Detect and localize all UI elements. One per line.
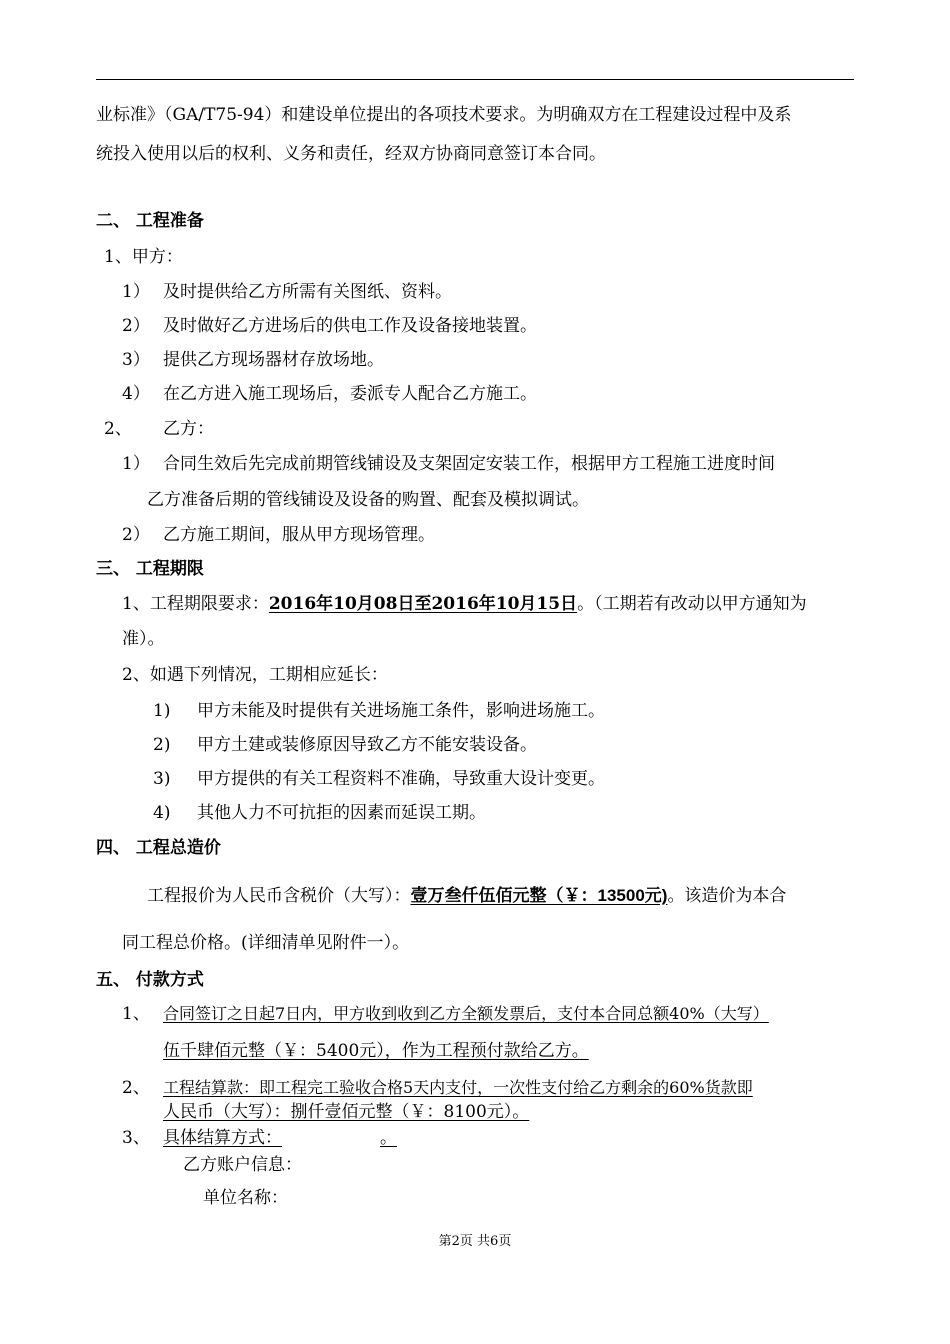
party-a-item-num: 3） <box>122 350 150 370</box>
settlement-end: 。 <box>380 1128 397 1148</box>
price-note: 。该造价为本合 <box>667 886 787 906</box>
period-requirement <box>122 593 807 615</box>
payment-item-num: 2、 <box>122 1078 150 1098</box>
party-b-item-line-2: 乙方准备后期的管线铺设及设备的购置、配套及模拟调试。 <box>147 490 589 510</box>
extension-item: 甲方提供的有关工程资料不准确，导致重大设计变更。 <box>197 769 605 789</box>
extension-item-num: 2) <box>153 735 171 755</box>
unit-name-label: 单位名称： <box>203 1188 288 1208</box>
section-2-title: 二、 工程准备 <box>96 211 204 231</box>
extension-item: 其他人力不可抗拒的因素而延误工期。 <box>197 803 486 823</box>
settlement-label: 具体结算方式： <box>163 1128 282 1148</box>
extension-item: 甲方土建或装修原因导致乙方不能安装设备。 <box>197 735 537 755</box>
intro-line-2: 统投入使用以后的权利、义务和责任，经双方协商同意签订本合同。 <box>96 144 606 164</box>
party-b-item: 乙方施工期间，服从甲方现场管理。 <box>163 525 435 545</box>
party-a-item: 及时提供给乙方所需有关图纸、资料。 <box>163 282 452 302</box>
period-dates: 2016年10月08日至2016年10月15日 <box>268 594 578 614</box>
party-a-item-num: 4） <box>122 384 150 404</box>
extension-heading: 2、如遇下列情况，工期相应延长： <box>122 665 388 685</box>
page-footer: 第2页 共6页 <box>438 1234 512 1249</box>
party-a-item: 在乙方进入施工现场后，委派专人配合乙方施工。 <box>163 384 537 404</box>
section-4-title: 四、 工程总造价 <box>96 838 221 858</box>
payment-2-line-1: 工程结算款：即工程完工验收合格5天内支付，一次性支付给乙方剩余的60%货款即 <box>163 1078 753 1097</box>
extension-item-num: 1) <box>153 701 171 721</box>
period-note: 。（工期若有改动以甲方通知为 <box>577 594 807 614</box>
party-a-item: 提供乙方现场器材存放场地。 <box>163 350 384 370</box>
account-info-heading: 乙方账户信息： <box>183 1155 302 1175</box>
section-5-title: 五、 付款方式 <box>96 970 204 990</box>
payment-item-num: 1、 <box>122 1004 150 1024</box>
party-a-item-num: 1） <box>122 282 150 302</box>
party-b-number: 2、 <box>104 419 132 439</box>
party-a-item-num: 2） <box>122 316 150 336</box>
extension-item-num: 3) <box>153 769 171 789</box>
section-3-title: 三、 工程期限 <box>96 559 204 579</box>
payment-item-num: 3、 <box>122 1128 150 1148</box>
party-b-item-line-1: 合同生效后先完成前期管线铺设及支架固定安装工作，根据甲方工程施工进度时间 <box>163 454 775 474</box>
party-b-item-num: 2） <box>122 525 150 545</box>
price-label: 工程报价为人民币含税价（大写）： <box>147 886 411 906</box>
payment-1-line-1: 合同签订之日起7日内，甲方收到收到乙方全额发票后，支付本合同总额40%（大写） <box>163 1004 769 1023</box>
party-a-item: 及时做好乙方进场后的供电工作及设备接地装置。 <box>163 316 537 336</box>
payment-3 <box>163 1127 409 1149</box>
period-label: 1、工程期限要求： <box>122 594 269 614</box>
party-b-item-num: 1） <box>122 454 150 474</box>
payment-2-line-2: 人民币（大写）：捌仟壹佰元整（￥：8100元）。 <box>163 1102 530 1122</box>
header-rule <box>96 79 854 80</box>
intro-line-1: 业标准》（GA/T75-94）和建设单位提出的各项技术要求。为明确双方在工程建设过程中及系 <box>96 105 792 125</box>
party-a-heading: 1、甲方： <box>104 247 183 267</box>
payment-1-line-2: 伍千肆佰元整（￥：5400元），作为工程预付款给乙方。 <box>163 1041 589 1061</box>
party-b-heading: 乙方： <box>163 419 214 439</box>
price-statement <box>147 885 786 907</box>
period-note-line-2: 准）。 <box>122 629 165 649</box>
price-amount: 壹万叁仟伍佰元整（￥：13500元) <box>410 886 668 905</box>
extension-item-num: 4) <box>153 803 171 823</box>
price-line-2: 同工程总价格。(详细清单见附件一）。 <box>122 933 410 953</box>
extension-item: 甲方未能及时提供有关进场施工条件，影响进场施工。 <box>197 701 605 721</box>
